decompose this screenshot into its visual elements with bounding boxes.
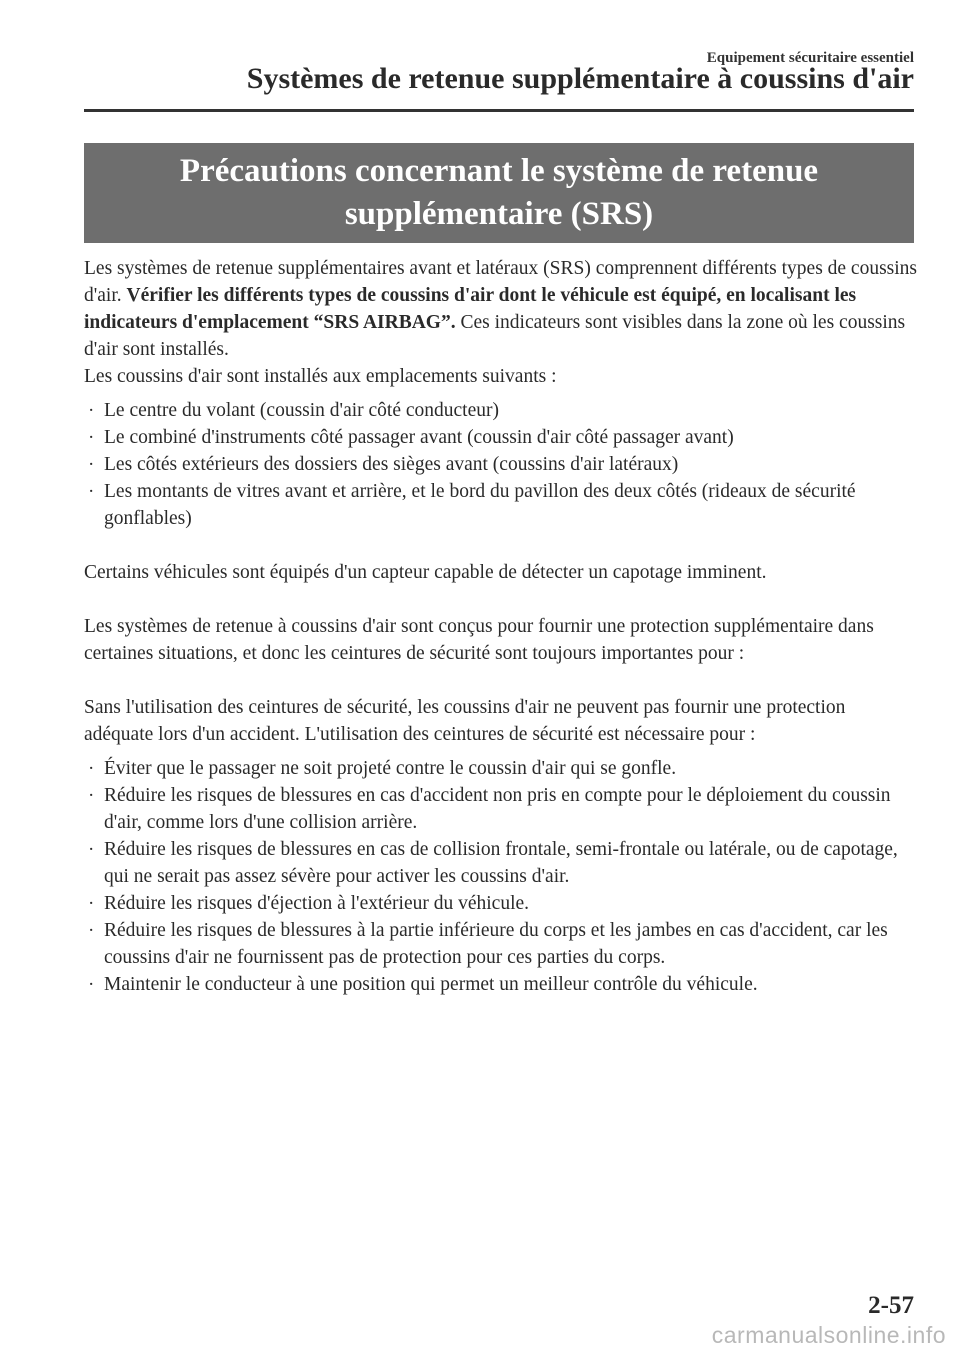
bullet-icon: ·	[88, 758, 95, 779]
intro-paragraph: Les systèmes de retenue supplémentaires avant et latéraux (SRS) comprennent différents types de coussins d'air. Vérifier les différents types de coussins d'air dont le véhicule est équipé, en localisant les indicateurs d'emplacement “SRS AIRBAG”. Ces indicateurs sont visibles dans la zone où les coussins d'air sont installés.	[84, 258, 918, 360]
topic-banner	[84, 143, 914, 243]
intro-bold-instruction: Vérifier les différents types de coussins d'air dont le véhicule est équipé, en localisant les indicateurs d'emplacement “SRS AIRBAG”.	[84, 285, 857, 333]
list-item: · Le combiné d'instruments côté passager avant (coussin d'air côté passager avant)	[84, 424, 919, 451]
list-item: · Les côtés extérieurs des dossiers des sièges avant (coussins d'air latéraux)	[84, 451, 919, 478]
protection-paragraph: Les systèmes de retenue à coussins d'air sont conçus pour fournir une protection supplémentaire dans certaines situations, et donc les ceintures de sécurité sont toujours importantes pour :	[84, 616, 874, 664]
bullet-icon: ·	[88, 974, 95, 995]
seatbelt-paragraph: Sans l'utilisation des ceintures de sécurité, les coussins d'air ne peuvent pas fournir une protection adéquate lors d'un accident. L'utilisation des ceintures de sécurité est nécessaire pour :	[84, 697, 846, 745]
bullet-icon: ·	[88, 400, 95, 421]
banner-title: Précautions concernant le système de retenue supplémentaire (SRS)	[179, 153, 819, 232]
locations-intro: Les coussins d'air sont installés aux emplacements suivants :	[84, 366, 557, 387]
list-item: · Éviter que le passager ne soit projeté contre le coussin d'air qui se gonfle.	[84, 755, 919, 782]
bullet-icon: ·	[88, 427, 95, 448]
list-item: · Le centre du volant (coussin d'air côté conducteur)	[84, 397, 919, 424]
bullet-icon: ·	[88, 920, 95, 941]
seatbelt-reasons-list	[84, 755, 919, 998]
site-watermark: carmanualsonline.info	[711, 1322, 946, 1348]
bullet-icon: ·	[88, 481, 95, 502]
list-item: · Réduire les risques de blessures en cas d'accident non pris en compte pour le déploiement du coussin d'air, comme lors d'une collision arrière.	[84, 782, 919, 836]
bullet-icon: ·	[88, 893, 95, 914]
list-item: · Les montants de vitres avant et arrière, et le bord du pavillon des deux côtés (rideaux de sécurité gonflables)	[84, 478, 919, 532]
section-title: Systèmes de retenue supplémentaire à coussins d'air	[246, 62, 914, 95]
header-rule	[84, 109, 914, 112]
list-item: · Réduire les risques de blessures en cas de collision frontale, semi-frontale ou latérale, ou de capotage, qui ne serait pas assez sévère pour activer les coussins d'air.	[84, 836, 919, 890]
bullet-icon: ·	[88, 785, 95, 806]
airbag-locations-list	[84, 397, 919, 532]
bullet-icon: ·	[88, 839, 95, 860]
list-item: · Réduire les risques de blessures à la partie inférieure du corps et les jambes en cas d'accident, car les coussins d'air ne fournissent pas de protection pour ces parties du corps.	[84, 917, 919, 971]
page-body	[84, 255, 919, 998]
list-item: · Réduire les risques d'éjection à l'extérieur du véhicule.	[84, 890, 919, 917]
page-number: 2-57	[868, 1292, 914, 1319]
rollover-paragraph: Certains véhicules sont équipés d'un capteur capable de détecter un capotage imminent.	[84, 562, 767, 583]
list-item: · Maintenir le conducteur à une position qui permet un meilleur contrôle du véhicule.	[84, 971, 919, 998]
bullet-icon: ·	[88, 454, 95, 475]
chapter-header: Equipement sécuritaire essentiel	[706, 50, 914, 66]
